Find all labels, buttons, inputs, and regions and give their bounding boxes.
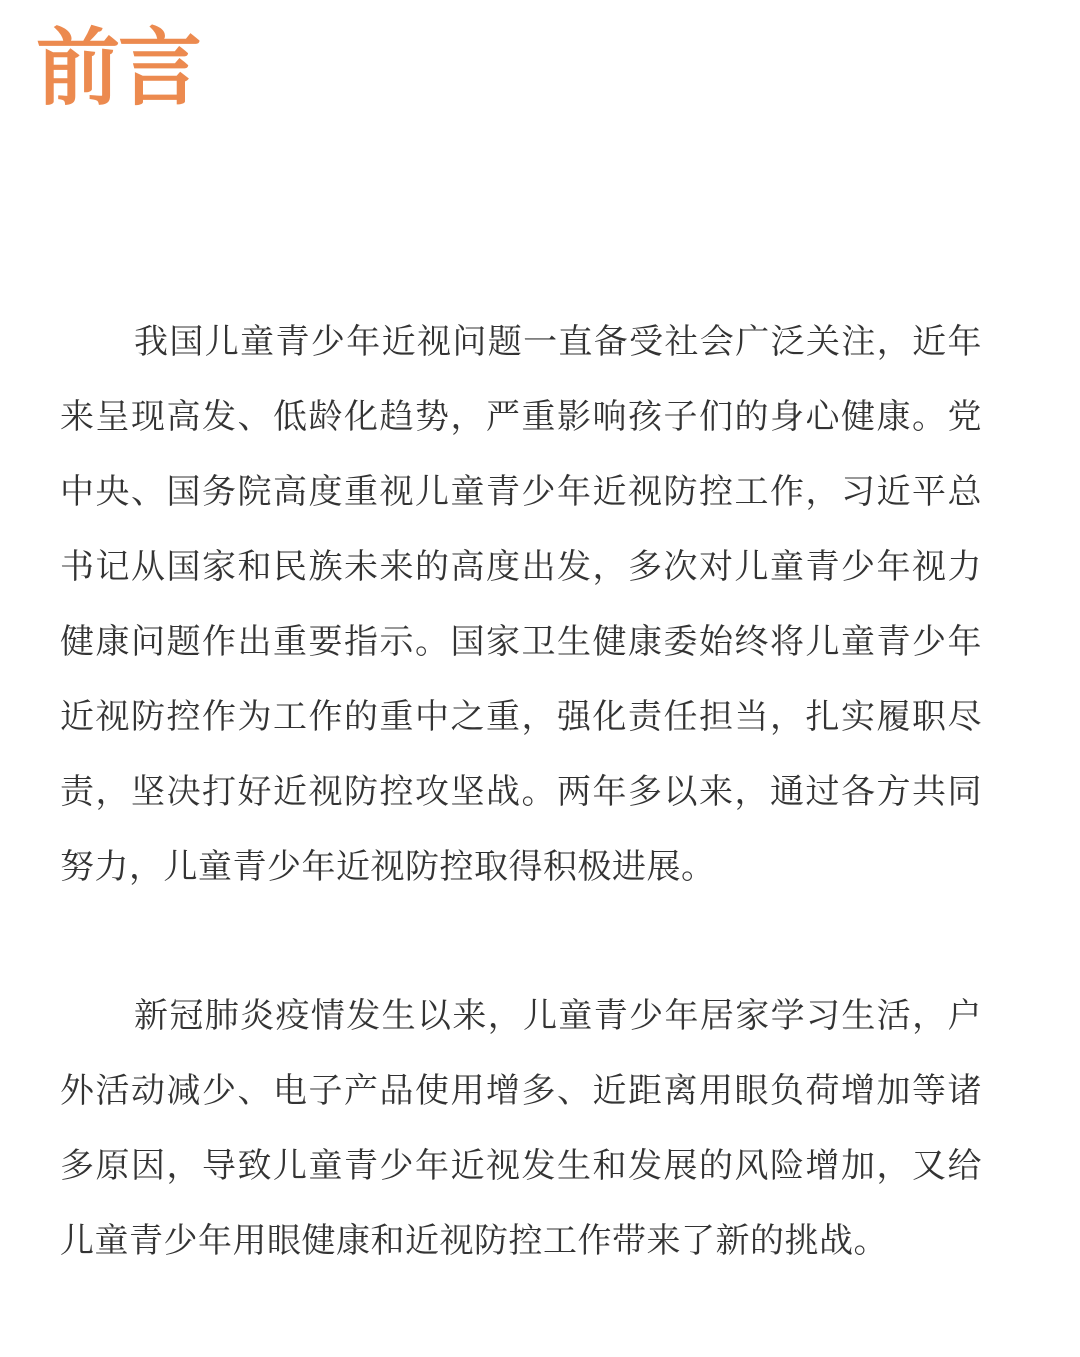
paragraph-pandemic: 新冠肺炎疫情发生以来，儿童青少年居家学习生活，户外活动减少、电子产品使用增多、近距离用眼负荷增加等诸多原因，导致儿童青少年近视发生和发展的风险增加，又给儿童青少年用眼健康和近视防控工作带来了新的挑战。 bbox=[60, 996, 982, 1261]
paragraph-intro: 我国儿童青少年近视问题一直备受社会广泛关注，近年来呈现高发、低龄化趋势，严重影响孩子们的身心健康。党中央、国务院高度重视儿童青少年近视防控工作，习近平总书记从国家和民族未来的高度出发，多次对儿童青少年视力健康问题作出重要指示。国家卫生健康委始终将儿童青少年近视防控作为工作的重中之重，强化责任担当，扎实履职尽责，坚决打好近视防控攻坚战。两年多以来，通过各方共同努力，儿童青少年近视防控取得积极进展。 bbox=[60, 322, 982, 887]
page-title: 前言 bbox=[36, 19, 201, 117]
